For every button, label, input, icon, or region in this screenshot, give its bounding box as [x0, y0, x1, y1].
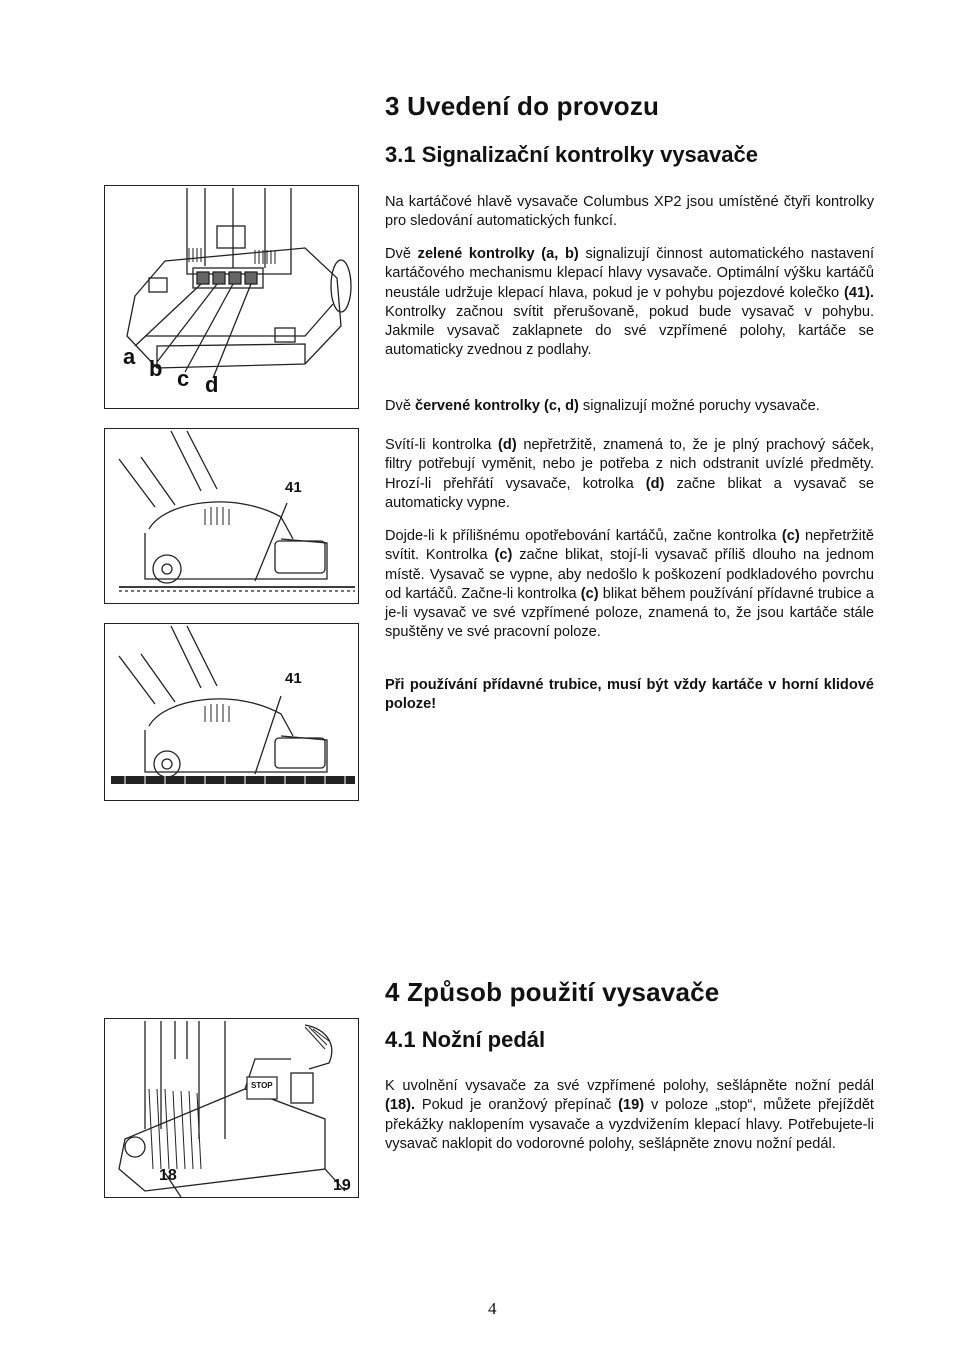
label-41-raised: 41 [285, 670, 302, 687]
figure-side-view-raised [104, 623, 359, 801]
bold-run: (c) [580, 585, 599, 602]
section-4-heading: 4 Způsob použití vysavače [385, 977, 720, 1007]
text-run: Dvě [385, 246, 418, 262]
bold-run: zelené kontrolky (a, b) [417, 246, 579, 262]
label-18: 18 [159, 1167, 177, 1184]
paragraph-foot-pedal [385, 1077, 874, 1154]
paragraph-green-lights [385, 245, 874, 361]
figure-side-view-wheel [104, 428, 359, 604]
text-run: začne blikat, stojí-li vysavač příliš dlouho na jednom místě. Vysavač se vypne, aby nedošlo k poškození podkladového povrchu od kartáčů. Začne-li kontrolka [385, 547, 875, 602]
bold-run: červené kontrolky (c, d) [415, 398, 579, 414]
label-41-wheel: 41 [285, 479, 302, 496]
label-d: d [205, 372, 219, 397]
text-run: Svítí-li kontrolka [385, 437, 499, 453]
text-run: v poloze „stop“, můžete přejíždět překážky naklopením vysavače a vyzdvižením klepací hlavy. Potřebujete-li vysavač naklopit do vodorovné polohy, sešlápněte znovu nožní pedál. [385, 1097, 874, 1152]
text-run: Kontrolky začnou svítit přerušovaně, pokud bude vysavač v pohybu. Jakmile vysavač zaklapnete do své vzpřímené polohy, kartáče se automaticky zvednou z podlahy. [385, 303, 874, 359]
text-run: Dvě [385, 398, 416, 414]
bold-run: (41). [843, 284, 874, 301]
bold-run: (d) [645, 475, 665, 492]
bold-run: (19) [618, 1097, 645, 1114]
bold-run: (18). [385, 1097, 416, 1114]
section-3-1-heading: 3.1 Signalizační kontrolky vysavače [385, 142, 758, 167]
text-run: Dojde-li k přílišnému opotřebování kartáčů, začne kontrolka [385, 528, 782, 544]
bold-run: (d) [498, 437, 517, 453]
paragraph-warning [385, 676, 874, 715]
text-run: blikat během používání přídavné trubice a je-li vysavač ve své vzpřímené poloze, znamená to, že jsou kartáče stále spuštěny ve své pracovní poloze. [385, 585, 875, 641]
section-3-heading: 3 Uvedení do provozu [385, 91, 660, 121]
label-a: a [123, 344, 136, 369]
vacuum-head-illustration [105, 186, 358, 408]
figure-indicator-lights [104, 185, 359, 409]
bold-run: (c) [781, 528, 800, 544]
section-4-1-heading: 4.1 Nožní pedál [385, 1027, 546, 1052]
text-run: signalizují činnost automatického nastavení kartáčového mechanismu klepací hlavy vysavače. Optimální výšku kartáčů neustále udržuje klepací hlava, pokud je v pohybu pojezdové kolečko [385, 246, 874, 301]
bold-run: (c) [494, 547, 513, 564]
paragraph-intro-text: Na kartáčové hlavě vysavače Columbus XP2 jsou umístěné čtyři kontrolky pro sledování automatických funkcí. [385, 194, 874, 230]
text-run: Pokud je oranžový přepínač [415, 1097, 619, 1114]
vacuum-side-illustration [105, 429, 358, 603]
text-run: nepřetržitě svítit. Kontrolka [385, 528, 874, 564]
paragraph-intro [385, 193, 874, 232]
label-b: b [149, 356, 163, 381]
paragraph-light-d [385, 436, 874, 513]
page-number: 4 [488, 1299, 497, 1318]
paragraph-red-lights [385, 397, 874, 416]
label-c: c [177, 366, 190, 391]
text-run: začne blikat a vysavač se automaticky vypne. [385, 475, 874, 511]
foot-pedal-illustration [105, 1019, 358, 1197]
paragraph-light-c [385, 527, 874, 643]
vacuum-side-raised-illustration [105, 624, 358, 800]
label-19: 19 [333, 1177, 351, 1194]
text-run: nepřetržitě, znamená to, že je plný prachový sáček, filtry potřebují vyměnit, nebo je potřeba z nich odstranit uvízlé předměty. Hrozí-li přehřátí vysavače, kotrolka [385, 437, 875, 492]
stop-switch-label: STOP [251, 1081, 273, 1090]
text-run: K uvolnění vysavače za své vzpřímené polohy, sešlápněte nožní pedál [385, 1078, 874, 1094]
figure-foot-pedal [104, 1018, 359, 1198]
text-run: signalizují možné poruchy vysavače. [578, 398, 820, 414]
warning-text: Při používání přídavné trubice, musí být vždy kartáče v horní klidové poloze! [385, 677, 874, 713]
